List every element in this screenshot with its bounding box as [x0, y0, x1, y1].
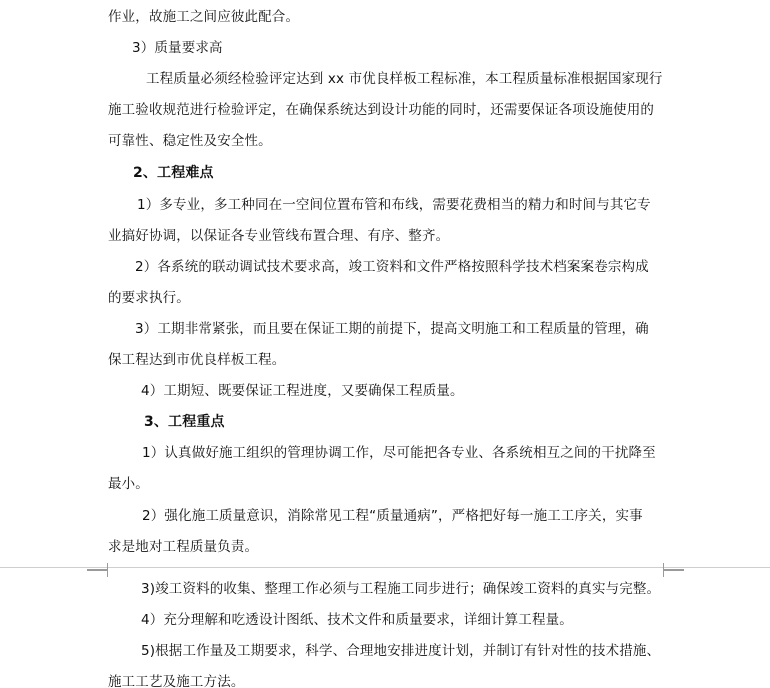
section-heading: 2、工程难点 — [133, 165, 214, 181]
paragraph-line: 最小。 — [108, 476, 149, 492]
list-item: 3)竣工资料的收集、整理工作必须与工程施工同步进行；确保竣工资料的真实与完整。 — [141, 581, 661, 597]
list-item-heading: 3）质量要求高 — [132, 40, 223, 56]
list-item: 3）工期非常紧张，而且要在保证工期的前提下，提高文明施工和工程质量的管理，确 — [135, 321, 649, 337]
crop-mark-icon — [87, 569, 108, 577]
list-item: 4）工期短、既要保证工程进度，又要确保工程质量。 — [141, 383, 464, 399]
list-item: 1）认真做好施工组织的管理协调工作，尽可能把各专业、各系统相互之间的干扰降至 — [142, 445, 656, 461]
page-break — [0, 567, 770, 568]
paragraph-line: 可靠性、稳定性及安全性。 — [108, 133, 272, 149]
paragraph-line: 求是地对工程质量负责。 — [108, 539, 259, 555]
paragraph-line: 工程质量必须经检验评定达到 xx 市优良样板工程标准，本工程质量标准根据国家现行 — [146, 71, 663, 87]
section-heading: 3、工程重点 — [144, 414, 225, 430]
paragraph-line: 业搞好协调，以保证各专业管线布置合理、有序、整齐。 — [108, 228, 450, 244]
list-item: 5)根据工作量及工期要求，科学、合理地安排进度计划，并制订有针对性的技术措施、 — [141, 643, 661, 659]
crop-mark-icon — [663, 569, 684, 577]
list-item: 2）强化施工质量意识，消除常见工程“质量通病”，严格把好每一施工工序关，实事 — [142, 508, 643, 524]
paragraph-line: 施工工艺及施工方法。 — [108, 674, 245, 688]
paragraph-line: 施工验收规范进行检验评定，在确保系统达到设计功能的同时，还需要保证各项设施使用的 — [108, 102, 654, 118]
paragraph-line: 作业，故施工之间应彼此配合。 — [108, 9, 300, 25]
paragraph-line: 保工程达到市优良样板工程。 — [108, 352, 286, 368]
paragraph-line: 的要求执行。 — [108, 290, 190, 306]
list-item: 1）多专业，多工种同在一空间位置布管和布线，需要花费相当的精力和时间与其它专 — [137, 197, 651, 213]
list-item: 2）各系统的联动调试技术要求高，竣工资料和文件严格按照科学技术档案案卷宗构成 — [135, 259, 649, 275]
list-item: 4）充分理解和吃透设计图纸、技术文件和质量要求，详细计算工程量。 — [141, 612, 573, 628]
